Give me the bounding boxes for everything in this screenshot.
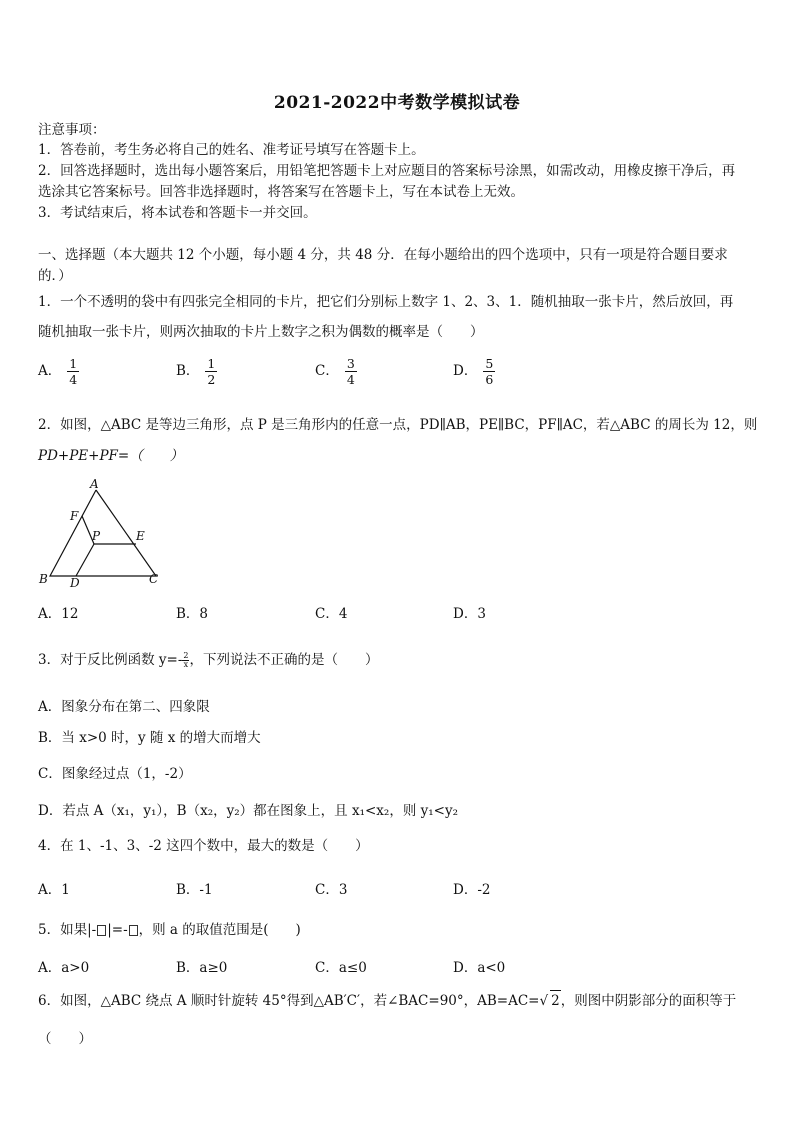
q1-option-c: C． $\frac{3}{4}$ (315, 356, 355, 387)
notice-item: 选涂其它答案标号。回答非选择题时，将答案写在答题卡上，写在本试卷上无效。 (38, 184, 524, 200)
sqrt-symbol: √ (539, 993, 549, 1009)
q4-stem: 4．在 1、-1、3、-2 这四个数中，最大的数是（ ） (38, 838, 369, 854)
q4-option-c: C．3 (315, 882, 348, 898)
q2-option-b: B．8 (176, 606, 209, 622)
triangle-figure (36, 476, 166, 588)
notice-item: 1．答卷前，考生务必将自己的姓名、准考证号填写在答题卡上。 (38, 142, 425, 158)
label-e: E (136, 529, 145, 543)
notice-item: 2．回答选择题时，选出每小题答案后，用铅笔把答题卡上对应题目的答案标号涂黑，如需改动，用橡皮擦干净后，再 (38, 163, 736, 179)
q5-option-c: C．a≤0 (315, 960, 367, 976)
segment-pd (76, 544, 94, 576)
placeholder-glyph (97, 925, 106, 936)
q6-stem: 6．如图，△ABC 绕点 A 顺时针旋转 45°得到△AB′C′，若∠BAC=90°，AB=AC=√ 2，则图中阴影部分的面积等于 (38, 990, 736, 1011)
label-a: A (90, 477, 99, 491)
q1-option-b: B． $\frac{1}{2}$ (176, 356, 216, 387)
q2-stem: 2．如图，△ABC 是等边三角形，点 P 是三角形内的任意一点，PD∥AB，PE∥BC，PF∥AC，若△ABC 的周长为 12，则 (38, 417, 758, 433)
section-heading: 一、选择题（本大题共 12 个小题，每小题 4 分，共 48 分．在每小题给出的四个选项中，只有一项是符合题目要求 (38, 247, 728, 263)
q1-stem: 1．一个不透明的袋中有四张完全相同的卡片，把它们分别标上数字 1、2、3、1．随机抽取一张卡片，然后放回，再 (38, 294, 734, 310)
q2-option-d: D．3 (453, 606, 486, 622)
placeholder-glyph (129, 925, 138, 936)
q5-option-a: A．a>0 (38, 960, 90, 976)
q6-stem-cont: （ ） (38, 1031, 92, 1047)
q3-option-a: A．图象分布在第二、四象限 (38, 699, 210, 715)
label-b: B (39, 572, 48, 586)
q1-option-d: D． $\frac{5}{6}$ (453, 356, 494, 387)
q1-option-a: A． $\frac{1}{4}$ (38, 356, 78, 387)
label-f: F (70, 509, 79, 523)
q3-stem: 3．对于反比例函数 y=- $\frac{2}{x}$ ，下列说法不正确的是（ ） (38, 651, 379, 669)
label-d: D (70, 576, 80, 588)
q5-option-b: B．a≥0 (176, 960, 228, 976)
notice-item: 3．考试结束后，将本试卷和答题卡一并交回。 (38, 205, 317, 221)
q3-option-c: C．图象经过点（1，-2） (38, 766, 192, 782)
q4-option-a: A．1 (38, 882, 70, 898)
q3-option-b: B．当 x>0 时，y 随 x 的增大而增大 (38, 730, 261, 746)
label-c: C (149, 572, 159, 586)
q3-option-d: D．若点 A（x₁，y₁），B（x₂，y₂）都在图象上，且 x₁<x₂，则 y₁<y₂ (38, 803, 458, 819)
q2-stem-cont: PD+PE+PF=（ ） (38, 448, 184, 464)
q5-option-d: D．a<0 (453, 960, 506, 976)
q2-option-c: C．4 (315, 606, 348, 622)
label-p: P (92, 529, 101, 543)
q2-option-a: A．12 (38, 606, 79, 622)
q1-stem-cont: 随机抽取一张卡片，则两次抽取的卡片上数字之积为偶数的概率是（ ） (38, 324, 484, 340)
notice-heading: 注意事项： (38, 122, 106, 138)
q4-option-d: D．-2 (453, 882, 491, 898)
page-title: 2021-2022中考数学模拟试卷 (273, 93, 521, 113)
q5-stem: 5．如果|- |=- ，则 a 的取值范围是( ) (38, 922, 301, 938)
section-heading-cont: 的．） (38, 268, 72, 284)
q4-option-b: B．-1 (176, 882, 213, 898)
